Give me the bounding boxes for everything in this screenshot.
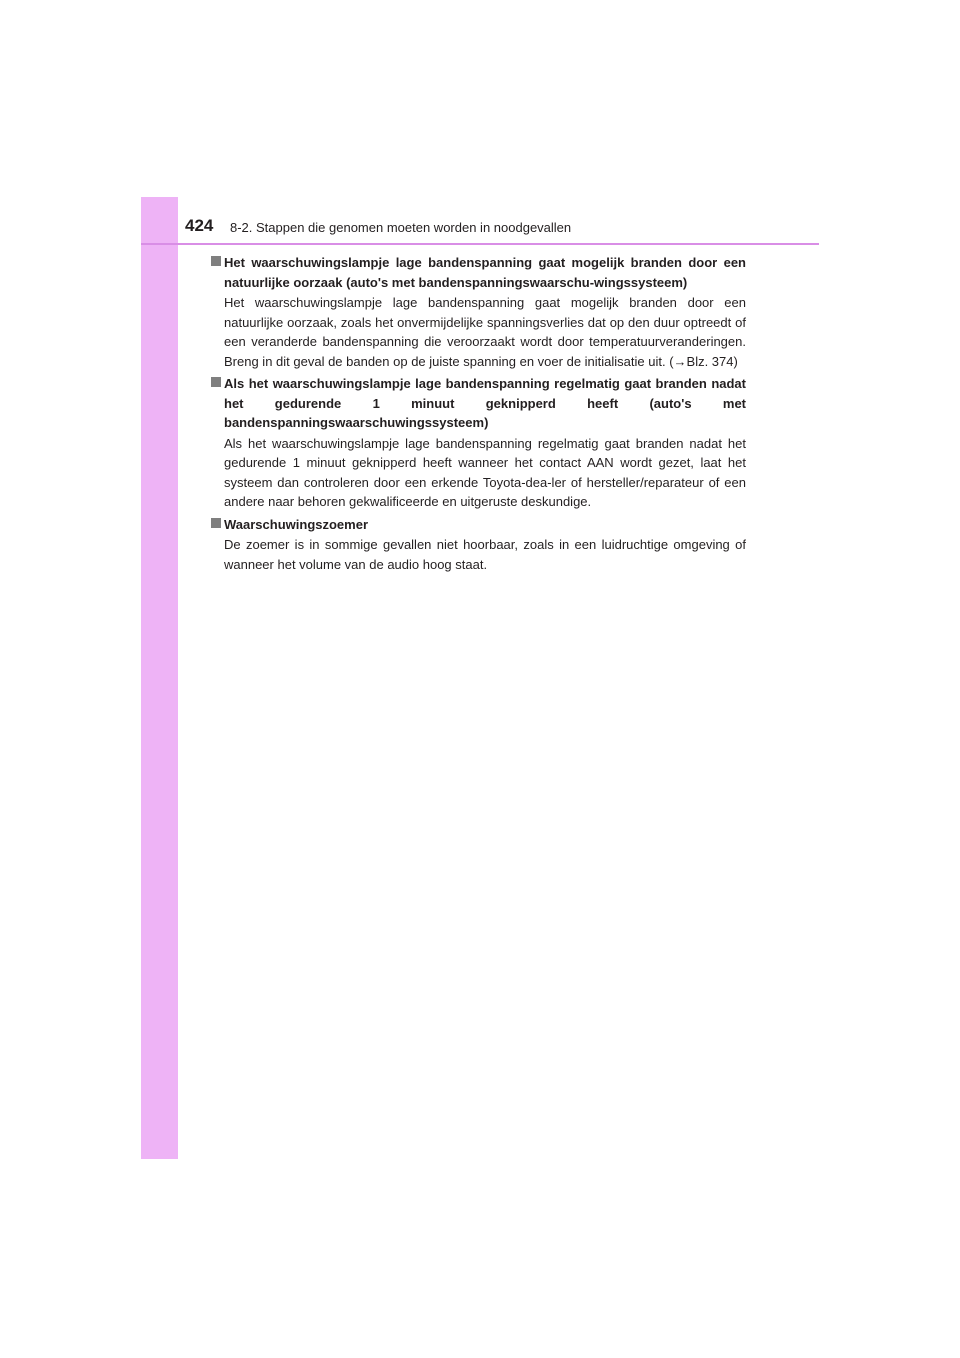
note-heading: Waarschuwingszoemer — [224, 516, 369, 532]
section-title: 8-2. Stappen die genomen moeten worden in noodgevallen — [230, 220, 572, 235]
chapter-side-band — [141, 197, 178, 1159]
page-content — [211, 253, 746, 577]
note-body: De zoemer is in sommige gevallen niet hoorbaar, zoals in een luidruchtige omgeving of wanneer het volume van de audio hoog staat. — [224, 537, 746, 572]
square-bullet-icon — [211, 256, 221, 266]
note-item — [211, 253, 746, 371]
note-item — [211, 515, 746, 575]
header-divider — [141, 243, 819, 245]
note-heading: Als het waarschuwingslampje lage bandenspanning regelmatig gaat branden nadat het gedurende 1 minuut geknipperd heeft (auto's met bandenspanningswaarschuwingssysteem) — [224, 376, 746, 430]
square-bullet-icon — [211, 518, 221, 528]
page-number: 424 — [185, 216, 214, 235]
note-body: Als het waarschuwingslampje lage bandenspanning regelmatig gaat branden nadat het gedurende 1 minuut geknipperd heeft wanneer het contact AAN wordt gezet, laat het systeem dan controleren door een erkende Toyota-dea-ler of hersteller/reparateur of een andere naar behoren gekwalificeerde en uitgeruste deskundige. — [224, 435, 746, 509]
note-item — [211, 374, 746, 512]
note-heading: Het waarschuwingslampje lage bandenspanning gaat mogelijk branden door een natuurlijke oorzaak (auto's met bandenspanningswaarschu-wingssysteem) — [224, 255, 746, 290]
note-body: Het waarschuwingslampje lage bandenspanning gaat mogelijk branden door een natuurlijke oorzaak, zoals het onvermijdelijke spanningsverlies dat op den duur optreedt of een veranderde bandenspanning die veroorzaakt wordt door temperatuurveranderingen. Breng in dit geval de banden op de juiste spanning en voer de initialisatie uit. (→Blz. 374) — [224, 295, 746, 369]
square-bullet-icon — [211, 377, 221, 387]
